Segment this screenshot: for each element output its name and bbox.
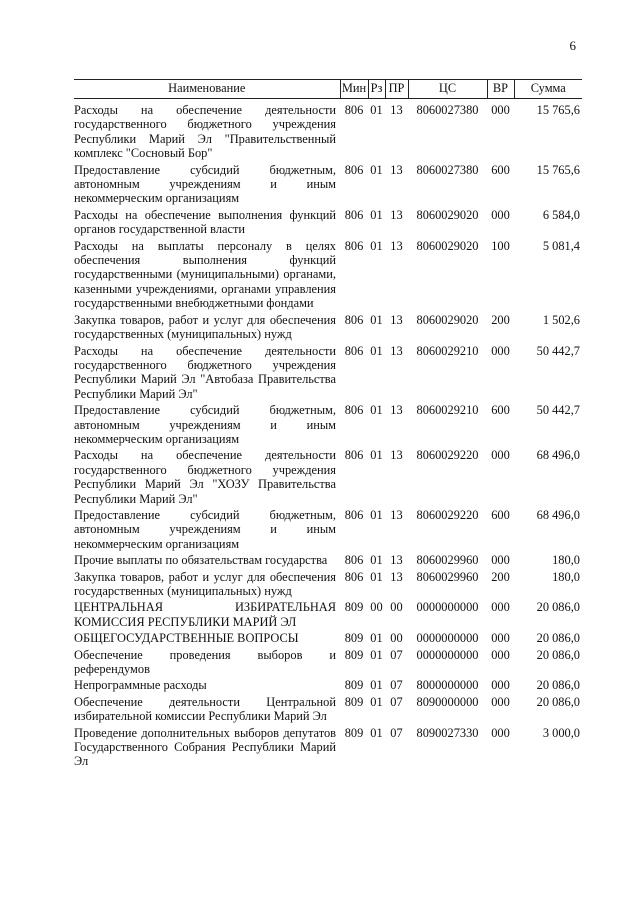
cell-min: 806 <box>344 103 364 117</box>
cell-name: Непрограммные расходы <box>74 678 207 693</box>
cell-rz: 01 <box>370 507 383 522</box>
cell-pr: 00 <box>390 600 403 615</box>
cell-min: 806 <box>344 569 364 584</box>
budget-table <box>74 79 582 769</box>
page-number: 6 <box>569 38 576 53</box>
cell-min: 806 <box>344 403 364 418</box>
table-row <box>74 598 582 629</box>
cell-min: 809 <box>344 600 364 615</box>
cell-sum: 20 086,0 <box>536 600 580 615</box>
cell-name: Предоставление субсидий бюджетным, автономным учреждениям и иным некоммерческим организациям <box>74 162 336 206</box>
cell-pr: 13 <box>390 103 403 117</box>
table-row <box>74 206 582 237</box>
cell-min: 809 <box>344 725 364 740</box>
header-sum: Сумма <box>514 80 582 99</box>
cell-sum: 5 081,4 <box>542 238 580 253</box>
cell-pr: 07 <box>390 647 403 662</box>
cell-cs: 8090000000 <box>416 694 479 709</box>
cell-cs: 8060029220 <box>416 448 479 463</box>
table-header <box>74 80 582 99</box>
cell-rz: 01 <box>370 403 383 418</box>
cell-cs: 8060029020 <box>416 207 479 222</box>
cell-sum: 20 086,0 <box>536 631 580 646</box>
cell-pr: 00 <box>390 631 403 646</box>
cell-cs: 8060029210 <box>416 403 479 418</box>
cell-rz: 01 <box>370 631 383 646</box>
header-name: Наименование <box>74 80 340 99</box>
table-row <box>74 646 582 677</box>
cell-vr: 000 <box>491 103 510 117</box>
cell-min: 809 <box>344 694 364 709</box>
table-row <box>74 311 582 342</box>
cell-pr: 13 <box>390 403 403 418</box>
cell-name: Проведение дополнительных выборов депутатов Государственного Собрания Республики Марий Эл <box>74 725 336 769</box>
cell-cs: 0000000000 <box>416 647 479 662</box>
table-row <box>74 724 582 769</box>
cell-sum: 6 584,0 <box>542 207 580 222</box>
cell-cs: 8060027380 <box>416 103 479 117</box>
cell-rz: 01 <box>370 312 383 327</box>
cell-name: Расходы на обеспечение деятельности государственного бюджетного учреждения Республики Марий Эл "Правительственный комплекс "Сосновый Бор" <box>74 103 336 161</box>
cell-min: 809 <box>344 631 364 646</box>
table-row <box>74 99 582 161</box>
cell-min: 806 <box>344 448 364 463</box>
cell-cs: 8060029220 <box>416 507 479 522</box>
cell-min: 806 <box>344 343 364 358</box>
cell-pr: 07 <box>390 694 403 709</box>
cell-vr: 000 <box>491 694 510 709</box>
cell-cs: 8060029960 <box>416 553 479 568</box>
cell-pr: 13 <box>390 343 403 358</box>
table-row <box>74 568 582 599</box>
cell-rz: 01 <box>370 725 383 740</box>
cell-name: Расходы на обеспечение выполнения функций органов государственной власти <box>74 207 336 237</box>
cell-vr: 200 <box>491 312 510 327</box>
cell-pr: 13 <box>390 569 403 584</box>
table-row <box>74 629 582 645</box>
cell-vr: 200 <box>491 569 510 584</box>
cell-rz: 01 <box>370 103 383 117</box>
cell-rz: 01 <box>370 207 383 222</box>
header-vr: ВР <box>487 80 514 99</box>
header-pr: ПР <box>385 80 408 99</box>
cell-name: ЦЕНТРАЛЬНАЯ ИЗБИРАТЕЛЬНАЯ КОМИССИЯ РЕСПУБЛИКИ МАРИЙ ЭЛ <box>74 600 336 629</box>
cell-rz: 01 <box>370 678 383 693</box>
cell-pr: 13 <box>390 507 403 522</box>
cell-cs: 8060029020 <box>416 238 479 253</box>
cell-name: Прочие выплаты по обязательствам государства <box>74 553 328 568</box>
cell-pr: 13 <box>390 238 403 253</box>
cell-sum: 68 496,0 <box>536 448 580 463</box>
cell-min: 809 <box>344 678 364 693</box>
cell-min: 809 <box>344 647 364 662</box>
cell-name: Обеспечение деятельности Центральной избирательной комиссии Республики Марий Эл <box>74 694 336 724</box>
cell-vr: 000 <box>491 647 510 662</box>
cell-cs: 8000000000 <box>416 678 479 693</box>
table-row <box>74 676 582 692</box>
cell-vr: 000 <box>491 678 510 693</box>
cell-cs: 8060029960 <box>416 569 479 584</box>
cell-sum: 50 442,7 <box>536 403 580 418</box>
cell-cs: 8060029020 <box>416 312 479 327</box>
cell-rz: 01 <box>370 569 383 584</box>
cell-name: Закупка товаров, работ и услуг для обеспечения государственных (муниципальных) нужд <box>74 569 336 598</box>
cell-sum: 68 496,0 <box>536 507 580 522</box>
cell-sum: 180,0 <box>552 569 580 584</box>
cell-name: Предоставление субсидий бюджетным, автономным учреждениям и иным некоммерческим организациям <box>74 403 336 446</box>
cell-sum: 20 086,0 <box>536 694 580 709</box>
cell-rz: 00 <box>370 600 383 615</box>
cell-cs: 0000000000 <box>416 631 479 646</box>
cell-vr: 000 <box>491 725 510 740</box>
cell-name: Расходы на обеспечение деятельности государственного бюджетного учреждения Республики Марий Эл "Автобаза Правительства Республики Марий Эл" <box>74 343 336 401</box>
cell-rz: 01 <box>370 343 383 358</box>
cell-vr: 000 <box>491 448 510 463</box>
cell-sum: 15 765,6 <box>536 103 580 117</box>
table-row <box>74 551 582 567</box>
cell-rz: 01 <box>370 162 383 177</box>
cell-sum: 3 000,0 <box>542 725 580 740</box>
cell-min: 806 <box>344 507 364 522</box>
cell-vr: 600 <box>491 507 510 522</box>
cell-pr: 07 <box>390 725 403 740</box>
cell-cs: 0000000000 <box>416 600 479 615</box>
cell-vr: 600 <box>491 403 510 418</box>
table-row <box>74 693 582 724</box>
cell-sum: 1 502,6 <box>542 312 580 327</box>
cell-name: Расходы на обеспечение деятельности государственного бюджетного учреждения Республики Марий Эл "ХОЗУ Правительства Республики Марий Эл" <box>74 448 336 506</box>
cell-name: Предоставление субсидий бюджетным, автономным учреждениям и иным некоммерческим организациям <box>74 507 336 551</box>
cell-pr: 13 <box>390 448 403 463</box>
cell-vr: 600 <box>491 162 510 177</box>
cell-vr: 000 <box>491 207 510 222</box>
table-row <box>74 506 582 551</box>
cell-sum: 180,0 <box>552 553 580 568</box>
cell-sum: 20 086,0 <box>536 678 580 693</box>
cell-name: Закупка товаров, работ и услуг для обеспечения государственных (муниципальных) нужд <box>74 312 336 342</box>
cell-rz: 01 <box>370 448 383 463</box>
cell-pr: 13 <box>390 162 403 177</box>
table-row <box>74 446 582 506</box>
table-row <box>74 237 582 311</box>
cell-sum: 15 765,6 <box>536 162 580 177</box>
cell-rz: 01 <box>370 647 383 662</box>
cell-cs: 8090027330 <box>416 725 479 740</box>
cell-sum: 50 442,7 <box>536 343 580 358</box>
cell-rz: 01 <box>370 238 383 253</box>
cell-min: 806 <box>344 312 364 327</box>
cell-name: Расходы на выплаты персоналу в целях обеспечения выполнения функций государственными (муниципальными) органами, казенными учреждениями, органами управления государственными внебюджетными фондами <box>74 238 336 311</box>
cell-min: 806 <box>344 162 364 177</box>
cell-vr: 000 <box>491 600 510 615</box>
header-rz: Рз <box>368 80 385 99</box>
cell-name: Обеспечение проведения выборов и референдумов <box>74 647 336 677</box>
header-cs: ЦС <box>408 80 487 99</box>
cell-vr: 000 <box>491 553 510 568</box>
table-row <box>74 161 582 206</box>
cell-rz: 01 <box>370 694 383 709</box>
cell-pr: 07 <box>390 678 403 693</box>
cell-pr: 13 <box>390 207 403 222</box>
cell-cs: 8060027380 <box>416 162 479 177</box>
cell-pr: 13 <box>390 553 403 568</box>
cell-vr: 000 <box>491 631 510 646</box>
table-body <box>74 99 582 769</box>
cell-name: ОБЩЕГОСУДАРСТВЕННЫЕ ВОПРОСЫ <box>74 631 299 646</box>
header-min: Мин <box>340 80 368 99</box>
table-row <box>74 401 582 446</box>
table-row <box>74 342 582 402</box>
cell-rz: 01 <box>370 553 383 568</box>
cell-pr: 13 <box>390 312 403 327</box>
cell-sum: 20 086,0 <box>536 647 580 662</box>
cell-vr: 000 <box>491 343 510 358</box>
cell-cs: 8060029210 <box>416 343 479 358</box>
cell-min: 806 <box>344 238 364 253</box>
cell-min: 806 <box>344 553 364 568</box>
cell-vr: 100 <box>491 238 510 253</box>
cell-min: 806 <box>344 207 364 222</box>
